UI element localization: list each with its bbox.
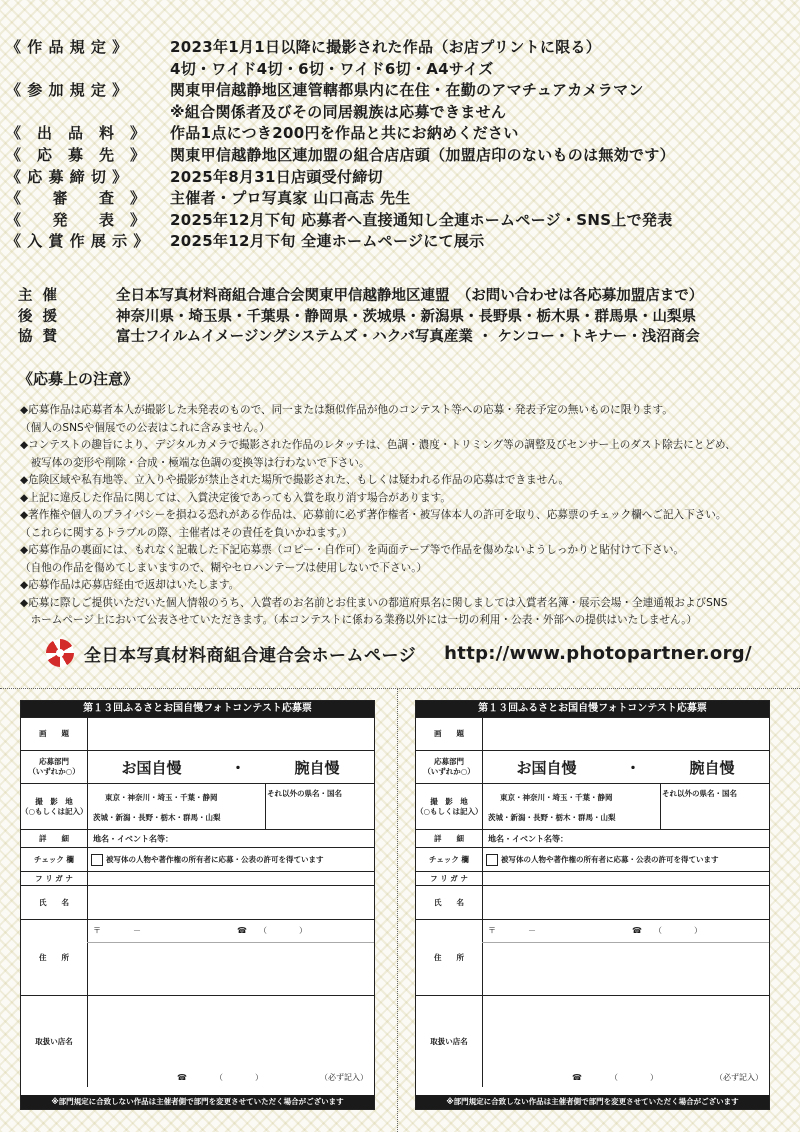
ticket-field-title[interactable] <box>482 718 769 750</box>
place-list-line2: 茨城・新潟・長野・栃木・群馬・山梨 <box>93 813 221 822</box>
ticket-row-furigana <box>21 871 374 885</box>
ticket-title: 第１３回ふるさとお国自慢フォトコンテスト応募票 <box>21 701 374 717</box>
ticket-label-address: 住 所 <box>21 920 88 995</box>
place-other-label: それ以外の県名・国名 <box>662 789 737 798</box>
ticket-label-category: 応募部門 （いずれか○） <box>21 751 88 783</box>
permission-check[interactable] <box>91 854 324 866</box>
ticket-field-category[interactable] <box>87 751 374 783</box>
place-prefecture-list[interactable] <box>87 784 266 829</box>
organizer-row <box>18 284 788 305</box>
note-line: （個人のSNSや個展での公表はこれに含みません。） <box>20 421 270 434</box>
required-note: （必ず記入） <box>715 1073 763 1082</box>
ticket-title: 第１３回ふるさとお国自慢フォトコンテスト応募票 <box>416 701 769 717</box>
ticket-label-title: 画 題 <box>416 718 483 750</box>
postal-code-field[interactable]: 〒 － <box>93 926 141 935</box>
postal-phone-line <box>482 920 769 943</box>
ticket-field-address[interactable] <box>87 920 374 995</box>
cut-line <box>0 688 800 689</box>
ticket-label-shop: 取扱い店名 <box>21 996 88 1087</box>
ticket-label-detail: 詳 細 <box>416 830 483 847</box>
organizer-value: 全日本写真材料商組合連合会関東甲信越静地区連盟 （お問い合わせは各応募加盟店まで） <box>116 288 704 304</box>
ticket-row-category <box>21 750 374 783</box>
rules-section <box>6 36 796 252</box>
entry-ticket-left <box>20 700 375 1110</box>
ticket-footer: ※部門規定に合致しない作品は主催者側で部門を変更させていただく場合がございます <box>416 1095 769 1109</box>
rule-row <box>6 230 796 252</box>
ticket-label-furigana: フ リ ガ ナ <box>21 872 88 885</box>
note-line: ◆上記に違反した作品に関しては、入賞決定後であっても入賞を取り消す場合があります。 <box>20 491 451 504</box>
postal-phone-line <box>87 920 374 943</box>
rule-row <box>6 101 796 123</box>
ticket-field-shop[interactable] <box>482 996 769 1087</box>
category-option-okuni[interactable]: お国自慢 <box>516 758 577 777</box>
ticket-row-name <box>21 885 374 919</box>
ticket-label-address: 住 所 <box>416 920 483 995</box>
place-list-line2: 茨城・新潟・長野・栃木・群馬・山梨 <box>488 813 616 822</box>
ticket-row-address <box>416 919 769 995</box>
rule-label: 《 出 品 料 》 <box>6 124 146 143</box>
notes-title: 《応募上の注意》 <box>18 370 139 388</box>
rule-value: 2025年8月31日店頭受付締切 <box>170 167 383 186</box>
organizer-row <box>18 305 788 326</box>
ticket-field-check[interactable] <box>482 848 769 871</box>
notes-list <box>20 402 790 630</box>
ticket-row-detail <box>416 829 769 847</box>
ticket-field-check[interactable] <box>87 848 374 871</box>
shop-phone-field[interactable]: ☎ （ ） <box>177 1073 263 1082</box>
rule-value: 主催者・プロ写真家 山口高志 先生 <box>170 189 411 208</box>
note-line: ホームページ上において公表させていただきます。（本コンテストに係わる業務以外には一切の利用・公表・外部への提供はいたしません。） <box>20 614 698 626</box>
postal-code-field[interactable]: 〒 － <box>488 926 536 935</box>
rule-value: 2025年12月下旬 応募者へ直接通知し全連ホームページ・SNS上で発表 <box>170 210 673 229</box>
rule-label: 《 審 査 》 <box>6 189 146 208</box>
ticket-field-name[interactable] <box>482 886 769 919</box>
ticket-label-shop: 取扱い店名 <box>416 996 483 1087</box>
shop-phone-line <box>482 1069 769 1087</box>
homepage-banner <box>46 638 752 668</box>
organizers-section <box>18 284 788 346</box>
ticket-row-title <box>21 717 374 750</box>
rule-label: 《 作 品 規 定 》 <box>6 38 128 56</box>
category-option-okuni[interactable]: お国自慢 <box>121 758 182 777</box>
ticket-row-name <box>416 885 769 919</box>
ticket-field-detail[interactable] <box>482 830 769 847</box>
rule-row <box>6 122 796 144</box>
category-separator: ・ <box>625 758 641 777</box>
permission-check[interactable] <box>486 854 719 866</box>
note-line: ◆応募作品は応募者本人が撮影した未発表のもので、同一または類似作品が他のコンテスト等への応募・発表予定の無いものに限ります。 <box>20 404 673 416</box>
organizer-role: 後援 <box>18 308 67 325</box>
ticket-footer: ※部門規定に合致しない作品は主催者側で部門を変更させていただく場合がございます <box>21 1095 374 1109</box>
ticket-label-category: 応募部門 （いずれか○） <box>416 751 483 783</box>
note-line: ◆危険区域や私有地等、立入りや撮影が禁止された場所で撮影された、もしくは疑われる作品の応募はできません。 <box>20 474 570 486</box>
ticket-label-title: 画 題 <box>21 718 88 750</box>
ticket-label-check: チェック 欄 <box>21 848 88 871</box>
ticket-label-place: 撮 影 地 （○もしくは記入） <box>21 784 88 829</box>
rule-value: 2025年12月下旬 全連ホームページにて展示 <box>170 232 485 251</box>
place-prefecture-list[interactable] <box>482 784 661 829</box>
category-options <box>482 751 769 783</box>
ticket-row-category <box>416 750 769 783</box>
place-list-line1: 東京・神奈川・埼玉・千葉・静岡 <box>500 793 613 802</box>
organizer-value: 神奈川県・埼玉県・千葉県・静岡県・茨城県・新潟県・長野県・栃木県・群馬県・山梨県 <box>116 308 696 325</box>
phone-field[interactable]: ☎ （ ） <box>237 926 307 935</box>
note-line: ◆応募作品の裏面には、もれなく記載した下記応募票（コピー・自作可）を両面テープ等で作品を傷めないようしっかりと貼付けて下さい。 <box>20 544 684 556</box>
rule-row <box>6 36 796 58</box>
rule-row <box>6 58 796 80</box>
ticket-row-shop <box>21 995 374 1087</box>
ticket-label-check: チェック 欄 <box>416 848 483 871</box>
ticket-row-check <box>416 847 769 871</box>
ticket-field-category[interactable] <box>482 751 769 783</box>
rule-value: 関東甲信越静地区連管轄都県内に在住・在勤のアマチュアカメラマン <box>170 81 644 100</box>
category-option-ude[interactable]: 腕自慢 <box>689 758 735 777</box>
note-line: ◆応募に際しご提供いただいた個人情報のうち、入賞者のお名前とお住まいの都道府県名に関しましては入賞者名簿・展示会場・全連通報およびSNS <box>20 596 728 609</box>
ticket-field-shop[interactable] <box>87 996 374 1087</box>
note-line: 被写体の変形や削除・合成・極端な色調の変換等は行わないで下さい。 <box>20 456 370 469</box>
ticket-row-shop <box>416 995 769 1087</box>
ticket-field-title[interactable] <box>87 718 374 750</box>
cut-line-vertical <box>397 688 398 1132</box>
ticket-field-furigana[interactable] <box>482 872 769 885</box>
note-line: ◆著作権や個人のプライバシーを損ねる恐れがある作品は、応募前に必ず著作権者・被写体本人の許可を取り、応募票のチェック欄へご記入下さい。 <box>20 509 727 521</box>
category-separator: ・ <box>230 758 246 777</box>
detail-hint: 地名・イベント名等： <box>93 834 173 843</box>
ticket-label-name: 氏 名 <box>21 886 88 919</box>
photopartner-logo-icon <box>46 639 74 667</box>
rule-label: 《 入 賞 作 展 示 》 <box>6 232 149 251</box>
place-other-label: それ以外の県名・国名 <box>267 789 342 798</box>
ticket-field-address[interactable] <box>482 920 769 995</box>
organizer-row <box>18 325 788 346</box>
shop-phone-line <box>87 1069 374 1087</box>
ticket-label-name: 氏 名 <box>416 886 483 919</box>
ticket-field-furigana[interactable] <box>87 872 374 885</box>
ticket-row-place <box>21 783 374 829</box>
note-line: ◆コンテストの趣旨により、デジタルカメラで撮影された作品のレタッチは、色調・濃度・トリミング等の調整及びセンサー上のダスト除去にとどめ、 <box>20 439 736 451</box>
rule-label: 《 応 募 締 切 》 <box>6 167 128 186</box>
rule-row <box>6 209 796 231</box>
ticket-row-title <box>416 717 769 750</box>
organizer-role: 協賛 <box>18 329 67 345</box>
rule-label: 《 応 募 先 》 <box>6 145 146 164</box>
organizer-value: 富士フイルムイメージングシステムズ・ハクバ写真産業 ・ ケンコー・トキナー・浅沼商会 <box>116 329 700 345</box>
ticket-field-name[interactable] <box>87 886 374 919</box>
entry-ticket-right <box>415 700 770 1110</box>
homepage-url[interactable]: http://www.photopartner.org/ <box>444 642 752 664</box>
rule-value: ※組合関係者及びその同居親族は応募できません <box>170 102 507 121</box>
rule-value: 2023年1月1日以降に撮影された作品（お店プリントに限る） <box>170 38 602 56</box>
ticket-label-detail: 詳 細 <box>21 830 88 847</box>
ticket-row-detail <box>21 829 374 847</box>
organizer-role: 主催 <box>18 288 67 304</box>
note-line: （自他の作品を傷めてしまいますので、糊やセロハンテープは使用しないで下さい。） <box>20 561 428 574</box>
ticket-row-address <box>21 919 374 995</box>
category-options <box>87 751 374 783</box>
shop-phone-field[interactable]: ☎ （ ） <box>572 1073 658 1082</box>
ticket-label-furigana: フ リ ガ ナ <box>416 872 483 885</box>
ticket-field-detail[interactable] <box>87 830 374 847</box>
ticket-field-place[interactable] <box>482 784 769 829</box>
rule-row <box>6 187 796 209</box>
ticket-label-place: 撮 影 地 （○もしくは記入） <box>416 784 483 829</box>
phone-field[interactable]: ☎ （ ） <box>632 926 702 935</box>
detail-hint: 地名・イベント名等： <box>488 834 568 843</box>
rule-label: 《 発 表 》 <box>6 210 146 229</box>
rule-value: 4切・ワイド4切・6切・ワイド6切・A4サイズ <box>170 59 494 78</box>
place-list-line1: 東京・神奈川・埼玉・千葉・静岡 <box>105 793 218 802</box>
ticket-row-place <box>416 783 769 829</box>
rule-row <box>6 166 796 188</box>
permission-checkbox[interactable] <box>91 854 103 866</box>
note-line: （これらに関するトラブルの際、主催者はその責任を負いかねます。） <box>20 526 353 539</box>
category-option-ude[interactable]: 腕自慢 <box>294 758 340 777</box>
permission-checkbox[interactable] <box>486 854 498 866</box>
ticket-row-furigana <box>416 871 769 885</box>
homepage-label: 全日本写真材料商組合連合会ホームページ <box>84 645 417 666</box>
rule-row <box>6 144 796 166</box>
rule-label: 《 参 加 規 定 》 <box>6 81 128 100</box>
ticket-field-place[interactable] <box>87 784 374 829</box>
permission-text: 被写体の人物や著作権の所有者に応募・公表の許可を得ています <box>501 855 719 864</box>
permission-text: 被写体の人物や著作権の所有者に応募・公表の許可を得ています <box>106 855 324 864</box>
ticket-row-check <box>21 847 374 871</box>
rule-value: 作品1点につき200円を作品と共にお納めください <box>170 124 519 143</box>
rule-value: 関東甲信越静地区連加盟の組合店店頭（加盟店印のないものは無効です） <box>170 145 675 164</box>
note-line: ◆応募作品は応募店経由で返却はいたします。 <box>20 579 240 591</box>
required-note: （必ず記入） <box>320 1073 368 1082</box>
rule-row <box>6 79 796 101</box>
